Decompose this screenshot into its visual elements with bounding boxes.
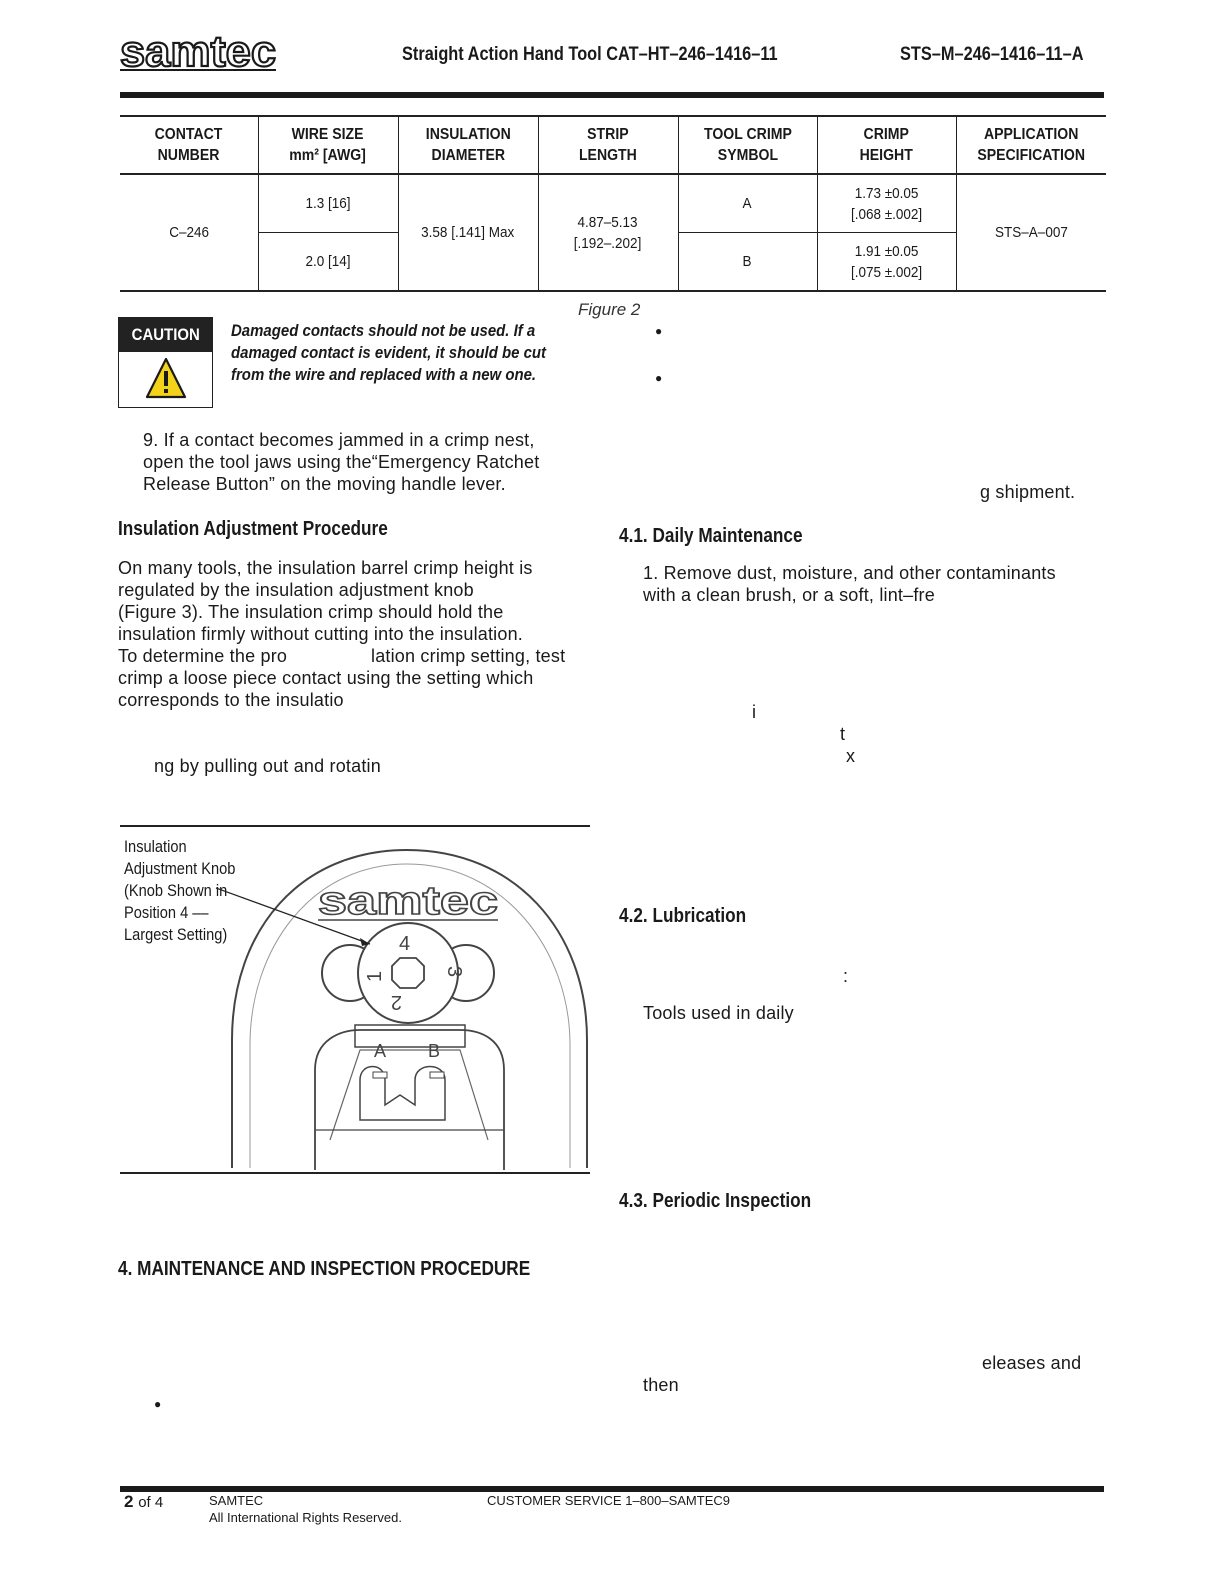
text-fragment: x xyxy=(846,746,856,766)
caution-label: CAUTION xyxy=(119,318,212,352)
wire-size-cell: 2.0 [14] xyxy=(258,233,398,292)
svg-text:3: 3 xyxy=(443,966,465,978)
shipment-fragment: g shipment. xyxy=(980,482,1076,502)
insulation-fragment: ng by pulling out and rotatin xyxy=(154,756,381,776)
text-fragment: eleases and xyxy=(982,1353,1082,1373)
figure-3-label: Insulation Adjustment Knob (Knob Shown in Position 4 –– Largest Setting) xyxy=(124,837,236,944)
insulation-line: To determine the pro xyxy=(118,646,288,666)
col-header-application: APPLICATION SPECIFICATION xyxy=(956,116,1106,174)
col-header-strip: STRIP LENGTH xyxy=(538,116,678,174)
page-total: of 4 xyxy=(138,1494,164,1511)
daily-line-2: with a clean brush, or a soft, lint–fre xyxy=(643,585,935,605)
col-header-contact: CONTACT NUMBER xyxy=(120,116,258,174)
warning-triangle-icon xyxy=(145,356,187,400)
table-row xyxy=(120,174,1106,233)
periodic-inspection-heading: 4.3. Periodic Inspection xyxy=(619,1190,812,1212)
col-header-crimp-height: CRIMP HEIGHT xyxy=(817,116,956,174)
crimp-height-cell: 1.73 ±0.05 [.068 ±.002] xyxy=(817,174,956,233)
application-spec-cell: STS–A–007 xyxy=(956,174,1106,291)
daily-maintenance-heading: 4.1. Daily Maintenance xyxy=(619,525,803,547)
bullet: ● xyxy=(655,324,663,338)
insulation-line: crimp a loose piece contact using the setting which xyxy=(118,668,534,688)
header-rule xyxy=(120,92,1104,98)
svg-text:1: 1 xyxy=(364,970,386,982)
lubrication-heading: 4.2. Lubrication xyxy=(619,905,747,927)
caution-text: Damaged contacts should not be used. If a damaged contact is evident, it should be cut from the wire and replaced with a new one. xyxy=(231,321,547,384)
svg-text:samtec: samtec xyxy=(318,879,498,923)
insulation-line: (Figure 3). The insulation crimp should hold the xyxy=(118,602,504,622)
text-fragment: then xyxy=(643,1375,679,1395)
svg-text:samtec: samtec xyxy=(120,30,276,74)
svg-text:B: B xyxy=(428,1041,441,1061)
strip-length-cell: 4.87–5.13 [.192–.202] xyxy=(538,174,678,291)
maintenance-heading: 4. MAINTENANCE AND INSPECTION PROCEDURE xyxy=(118,1258,531,1280)
document-title: Straight Action Hand Tool CAT–HT–246–1416–11 xyxy=(402,44,778,65)
insulation-line: regulated by the insulation adjustment knob xyxy=(118,580,474,600)
samtec-logo xyxy=(120,30,280,79)
col-header-insulation: INSULATION DIAMETER xyxy=(398,116,538,174)
crimp-height-cell: 1.91 ±0.05 [.075 ±.002] xyxy=(817,233,956,292)
svg-text:4: 4 xyxy=(399,933,411,955)
svg-text:A: A xyxy=(374,1041,387,1061)
insulation-line: insulation firmly without cutting into the insulation. xyxy=(118,624,524,644)
insulation-diameter-cell: 3.58 [.141] Max xyxy=(398,174,538,291)
insulation-line: On many tools, the insulation barrel crimp height is xyxy=(118,558,533,578)
col-header-symbol: TOOL CRIMP SYMBOL xyxy=(678,116,817,174)
daily-line-1: 1. Remove dust, moisture, and other contaminants xyxy=(643,563,1056,583)
col-header-wire-size: WIRE SIZE mm² [AWG] xyxy=(258,116,398,174)
wire-size-cell: 1.3 [16] xyxy=(258,174,398,233)
hand-tool-illustration xyxy=(210,840,600,1170)
insulation-line: corresponds to the insulatio xyxy=(118,690,344,710)
crimp-spec-table xyxy=(120,115,1106,292)
page-number xyxy=(124,1492,163,1512)
insulation-line: lation crimp setting, test xyxy=(371,646,566,666)
insulation-section-heading: Insulation Adjustment Procedure xyxy=(118,518,388,540)
figure-2-caption: Figure 2 xyxy=(578,300,641,319)
bullet: ● xyxy=(154,1397,162,1411)
document-code: STS–M–246–1416–11–A xyxy=(900,44,1084,65)
symbol-cell: A xyxy=(678,174,817,233)
page-current: 2 xyxy=(124,1492,134,1511)
step-9-line-1: 9. If a contact becomes jammed in a crimp nest, xyxy=(143,430,535,450)
text-fragment: i xyxy=(752,702,757,722)
caution-box xyxy=(118,317,213,408)
svg-text:2: 2 xyxy=(390,991,402,1013)
table-header-row xyxy=(120,116,1106,174)
bullet: ● xyxy=(655,371,663,385)
contact-number-cell: C–246 xyxy=(120,174,258,291)
footer-rights: All International Rights Reserved. xyxy=(209,1510,402,1525)
lubrication-line: Tools used in daily xyxy=(643,1003,794,1023)
text-fragment: t xyxy=(840,724,846,744)
footer-rule xyxy=(120,1486,1104,1492)
symbol-cell: B xyxy=(678,233,817,292)
step-9-line-3: Release Button” on the moving handle lever. xyxy=(143,474,506,494)
text-fragment: : xyxy=(843,966,849,986)
footer-company: SAMTEC xyxy=(209,1493,264,1508)
footer-customer-service: CUSTOMER SERVICE 1–800–SAMTEC9 xyxy=(487,1493,730,1508)
step-9-line-2: open the tool jaws using the“Emergency Ratchet xyxy=(143,452,540,472)
